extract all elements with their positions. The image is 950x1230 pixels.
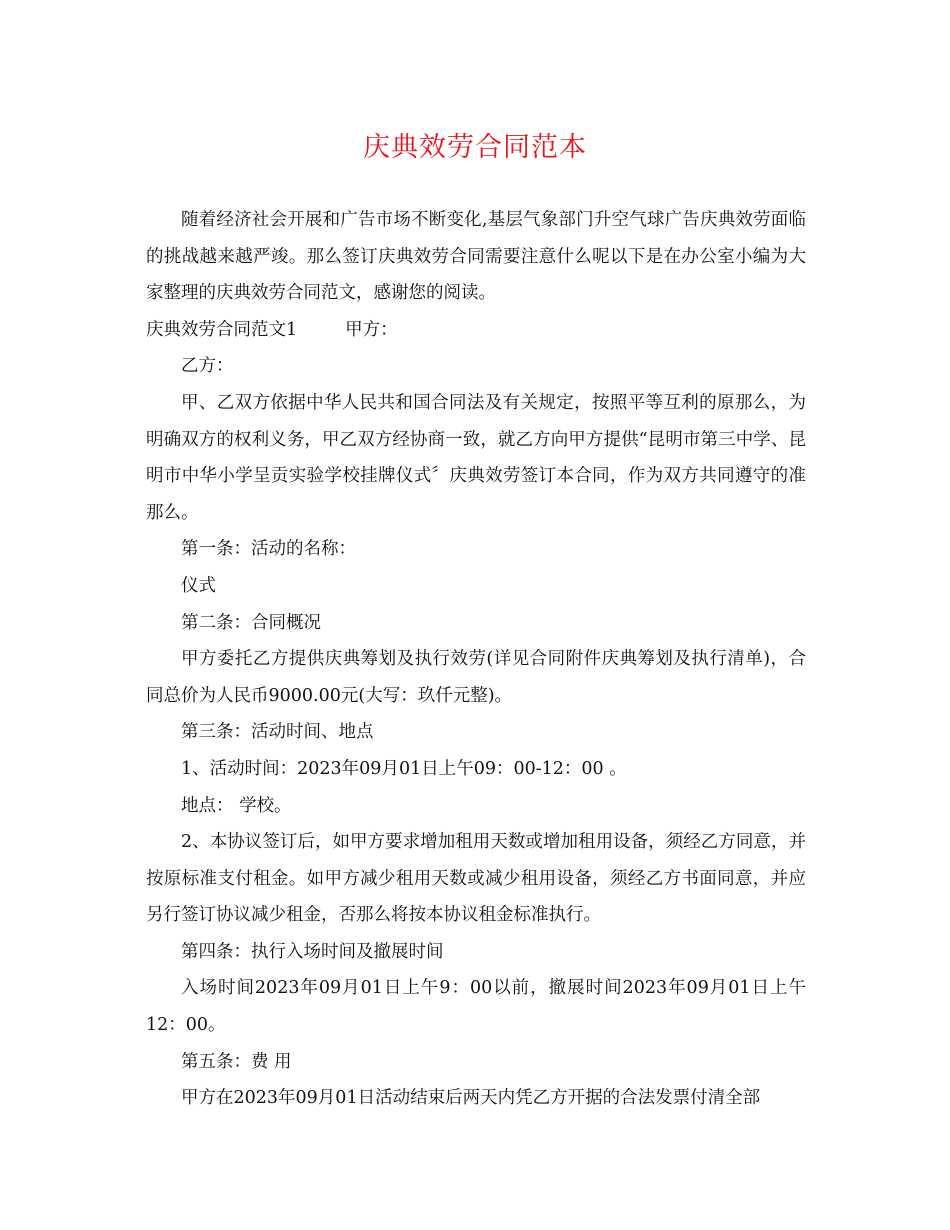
party-a-label: 甲方： <box>345 319 398 340</box>
article2-title: 第二条：合同概况 <box>181 612 321 633</box>
article4-text: 入场时间2023年09月01日上午9：00以前，撤展时间2023年09月01日上午12：00。 <box>146 978 806 1036</box>
article5-text: 甲方在2023年09月01日活动结束后两天内凭乙方开据的合法发票付清全部 <box>181 1088 761 1109</box>
preamble-paragraph: 甲、乙双方依据中华人民共和国合同法及有关规定，按照平等互利的原那么，为明确双方的权利义务，甲乙双方经协商一致，就乙方向甲方提供“昆明市第三中学、昆明市中华小学呈贡实验学校挂牌仪式〞庆典效劳签订本合同，作为双方共同遵守的准那么。 <box>146 392 806 523</box>
article3-place: 地点： 学校。 <box>181 795 292 816</box>
party-b-label: 乙方： <box>181 356 234 377</box>
document-body <box>146 202 806 1117</box>
document-title: 庆典效劳合同范本 <box>363 132 587 163</box>
intro-paragraph: 随着经济社会开展和广告市场不断变化,基层气象部门升空气球广告庆典效劳面临的挑战越来越严竣。那么签订庆典效劳合同需要注意什么呢以下是在办公室小编为大家整理的庆典效劳合同范文，感谢您的阅读。 <box>146 210 806 304</box>
article1-title: 第一条：活动的名称： <box>181 539 356 560</box>
article5-title: 第五条：费 用 <box>181 1051 292 1072</box>
sample-heading: 庆典效劳合同范文1 <box>146 319 298 340</box>
article3-time: 1、活动时间：2023年09月01日上午09：00-12：00 。 <box>181 758 627 779</box>
sample-heading-line <box>146 312 806 349</box>
article3-title: 第三条：活动时间、地点 <box>181 722 374 743</box>
article1-text: 仪式 <box>181 575 216 596</box>
article3-clause2: 2、本协议签订后，如甲方要求增加租用天数或增加租用设备，须经乙方同意，并按原标准支付租金。如甲方减少租用天数或减少租用设备，须经乙方书面同意，并应另行签订协议减少租金，否那么将按本协议租金标准执行。 <box>146 832 806 926</box>
article4-title: 第四条：执行入场时间及撤展时间 <box>181 941 444 962</box>
article2-text: 甲方委托乙方提供庆典筹划及执行效劳(详见合同附件庆典筹划及执行清单)，合同总价为人民币9000.00元(大写：玖仟元整)。 <box>146 649 806 706</box>
